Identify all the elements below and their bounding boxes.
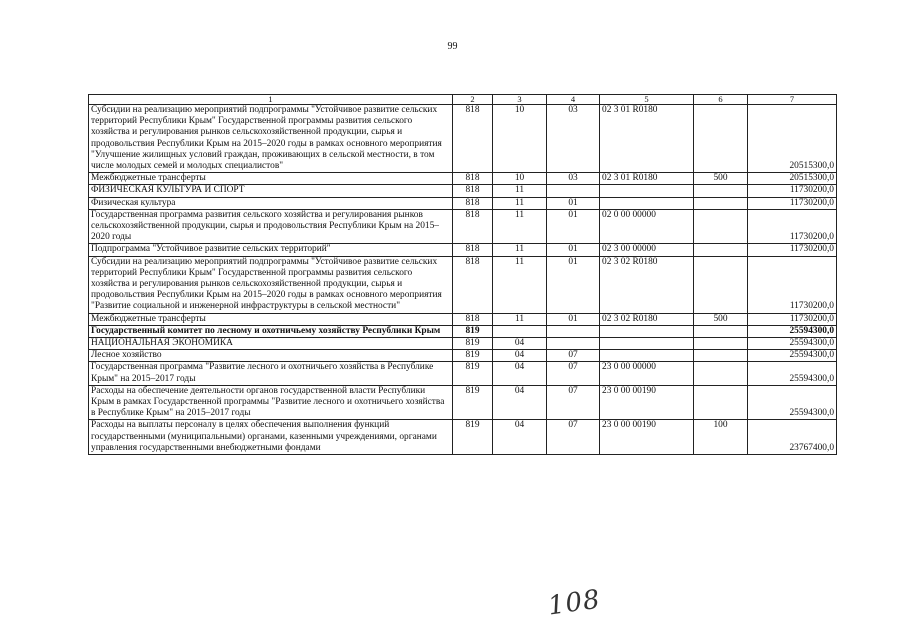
ministry-code-cell: 819 [453, 350, 493, 362]
target-article-cell [600, 338, 694, 350]
row-name-cell: Расходы на обеспечение деятельности органов государственной власти Республики Крым в рамках Государственной программы "Развитие лесного и охотничьего хозяйства в Республике Крым" на 2015–2017 годы [89, 385, 453, 420]
target-article-cell: 02 3 02 R0180 [600, 256, 694, 313]
table-row [89, 209, 837, 244]
section-code-cell: 04 [493, 350, 547, 362]
header-col-4: 4 [547, 95, 600, 105]
subsection-code-cell [547, 338, 600, 350]
ministry-code-cell: 818 [453, 197, 493, 209]
ministry-code-cell: 818 [453, 173, 493, 185]
expense-type-cell [694, 244, 748, 256]
section-code-cell: 11 [493, 197, 547, 209]
row-name-cell: Межбюджетные трансферты [89, 313, 453, 325]
table-row [89, 350, 837, 362]
amount-cell: 11730200,0 [748, 185, 837, 197]
section-code-cell: 04 [493, 420, 547, 455]
section-code-cell: 10 [493, 173, 547, 185]
target-article-cell: 02 3 01 R0180 [600, 173, 694, 185]
subsection-code-cell: 07 [547, 350, 600, 362]
ministry-code-cell: 818 [453, 105, 493, 173]
amount-cell: 25594300,0 [748, 338, 837, 350]
ministry-code-cell: 818 [453, 313, 493, 325]
table-row [89, 338, 837, 350]
subsection-code-cell: 03 [547, 105, 600, 173]
ministry-code-cell: 818 [453, 185, 493, 197]
section-code-cell: 11 [493, 185, 547, 197]
amount-cell: 20515300,0 [748, 105, 837, 173]
expense-type-cell [694, 325, 748, 337]
target-article-cell: 02 0 00 00000 [600, 209, 694, 244]
expense-type-cell [694, 338, 748, 350]
row-name-cell: Государственная программа "Развитие лесного и охотничьего хозяйства в Республике Крым" на 2015–2017 годы [89, 362, 453, 385]
table-row [89, 185, 837, 197]
row-name-cell: Лесное хозяйство [89, 350, 453, 362]
amount-cell: 11730200,0 [748, 244, 837, 256]
handwritten-page-number: 108 [546, 584, 603, 622]
subsection-code-cell: 07 [547, 385, 600, 420]
row-name-cell: Межбюджетные трансферты [89, 173, 453, 185]
target-article-cell: 02 3 01 R0180 [600, 105, 694, 173]
table-row [89, 313, 837, 325]
row-name-cell: НАЦИОНАЛЬНАЯ ЭКОНОМИКА [89, 338, 453, 350]
subsection-code-cell: 01 [547, 244, 600, 256]
amount-cell: 25594300,0 [748, 325, 837, 337]
row-name-cell: ФИЗИЧЕСКАЯ КУЛЬТУРА И СПОРТ [89, 185, 453, 197]
target-article-cell [600, 185, 694, 197]
row-name-cell: Государственный комитет по лесному и охотничьему хозяйству Республики Крым [89, 325, 453, 337]
target-article-cell: 23 0 00 00000 [600, 362, 694, 385]
expense-type-cell [694, 209, 748, 244]
table-row [89, 385, 837, 420]
subsection-code-cell [547, 185, 600, 197]
section-code-cell: 04 [493, 385, 547, 420]
subsection-code-cell: 07 [547, 362, 600, 385]
row-name-cell: Физическая культура [89, 197, 453, 209]
expense-type-cell [694, 105, 748, 173]
ministry-code-cell: 818 [453, 209, 493, 244]
row-name-cell: Субсидии на реализацию мероприятий подпрограммы "Устойчивое развитие сельских территорий Республики Крым" Государственной программы развития сельского хозяйства и регулирования рынков сельскохозяйственной продукции, сырья и продовольствия Республики Крым на 2015–2020 годы в рамках основного мероприятия "Развитие социальной и инженерной инфраструктуры в сельской местности" [89, 256, 453, 313]
amount-cell: 20515300,0 [748, 173, 837, 185]
section-code-cell [493, 325, 547, 337]
header-col-3: 3 [493, 95, 547, 105]
expense-type-cell [694, 362, 748, 385]
target-article-cell: 23 0 00 00190 [600, 385, 694, 420]
row-name-cell: Подпрограмма "Устойчивое развитие сельских территорий" [89, 244, 453, 256]
subsection-code-cell: 03 [547, 173, 600, 185]
header-col-2: 2 [453, 95, 493, 105]
header-col-6: 6 [694, 95, 748, 105]
row-name-cell: Расходы на выплаты персоналу в целях обеспечения выполнения функций государственными (муниципальными) органами, казенными учреждениями, органами управления государственными внебюджетными фондами [89, 420, 453, 455]
header-col-7: 7 [748, 95, 837, 105]
section-code-cell: 11 [493, 313, 547, 325]
subsection-code-cell: 01 [547, 209, 600, 244]
row-name-cell: Государственная программа развития сельского хозяйства и регулирования рынков сельскохозяйственной продукции, сырья и продовольствия Республики Крым на 2015–2020 годы [89, 209, 453, 244]
expense-type-cell: 100 [694, 420, 748, 455]
section-code-cell: 04 [493, 362, 547, 385]
table-row [89, 173, 837, 185]
expense-type-cell [694, 185, 748, 197]
target-article-cell: 02 3 02 R0180 [600, 313, 694, 325]
amount-cell: 25594300,0 [748, 385, 837, 420]
expense-type-cell: 500 [694, 173, 748, 185]
ministry-code-cell: 819 [453, 362, 493, 385]
target-article-cell [600, 197, 694, 209]
header-col-1: 1 [89, 95, 453, 105]
section-code-cell: 11 [493, 244, 547, 256]
subsection-code-cell [547, 325, 600, 337]
ministry-code-cell: 818 [453, 256, 493, 313]
section-code-cell: 04 [493, 338, 547, 350]
table-row [89, 256, 837, 313]
subsection-code-cell: 01 [547, 313, 600, 325]
section-code-cell: 11 [493, 256, 547, 313]
expense-type-cell [694, 385, 748, 420]
table-row [89, 105, 837, 173]
expense-type-cell [694, 197, 748, 209]
expense-type-cell: 500 [694, 313, 748, 325]
table-row [89, 325, 837, 337]
expense-type-cell [694, 350, 748, 362]
page-number: 99 [447, 41, 458, 52]
ministry-code-cell: 819 [453, 420, 493, 455]
expense-type-cell [694, 256, 748, 313]
table-row [89, 420, 837, 455]
amount-cell: 25594300,0 [748, 362, 837, 385]
header-col-5: 5 [600, 95, 694, 105]
section-code-cell: 10 [493, 105, 547, 173]
target-article-cell: 23 0 00 00190 [600, 420, 694, 455]
subsection-code-cell: 07 [547, 420, 600, 455]
target-article-cell: 02 3 00 00000 [600, 244, 694, 256]
ministry-code-cell: 819 [453, 325, 493, 337]
amount-cell: 11730200,0 [748, 197, 837, 209]
amount-cell: 11730200,0 [748, 209, 837, 244]
table-header-row [89, 95, 837, 105]
row-name-cell: Субсидии на реализацию мероприятий подпрограммы "Устойчивое развитие сельских территорий Республики Крым" Государственной программы развития сельского хозяйства и регулирования рынков сельскохозяйственной продукции, сырья и продовольствия Республики Крым на 2015–2020 годы в рамках основного мероприятия "Улучшение жилищных условий граждан, проживающих в сельской местности, в том числе молодых семей и молодых специалистов" [89, 105, 453, 173]
table-row [89, 244, 837, 256]
target-article-cell [600, 350, 694, 362]
table-row [89, 197, 837, 209]
table-row [89, 362, 837, 385]
amount-cell: 25594300,0 [748, 350, 837, 362]
amount-cell: 11730200,0 [748, 313, 837, 325]
subsection-code-cell: 01 [547, 256, 600, 313]
ministry-code-cell: 819 [453, 338, 493, 350]
subsection-code-cell: 01 [547, 197, 600, 209]
budget-table [88, 94, 837, 455]
ministry-code-cell: 818 [453, 244, 493, 256]
ministry-code-cell: 819 [453, 385, 493, 420]
target-article-cell [600, 325, 694, 337]
amount-cell: 11730200,0 [748, 256, 837, 313]
section-code-cell: 11 [493, 209, 547, 244]
amount-cell: 23767400,0 [748, 420, 837, 455]
